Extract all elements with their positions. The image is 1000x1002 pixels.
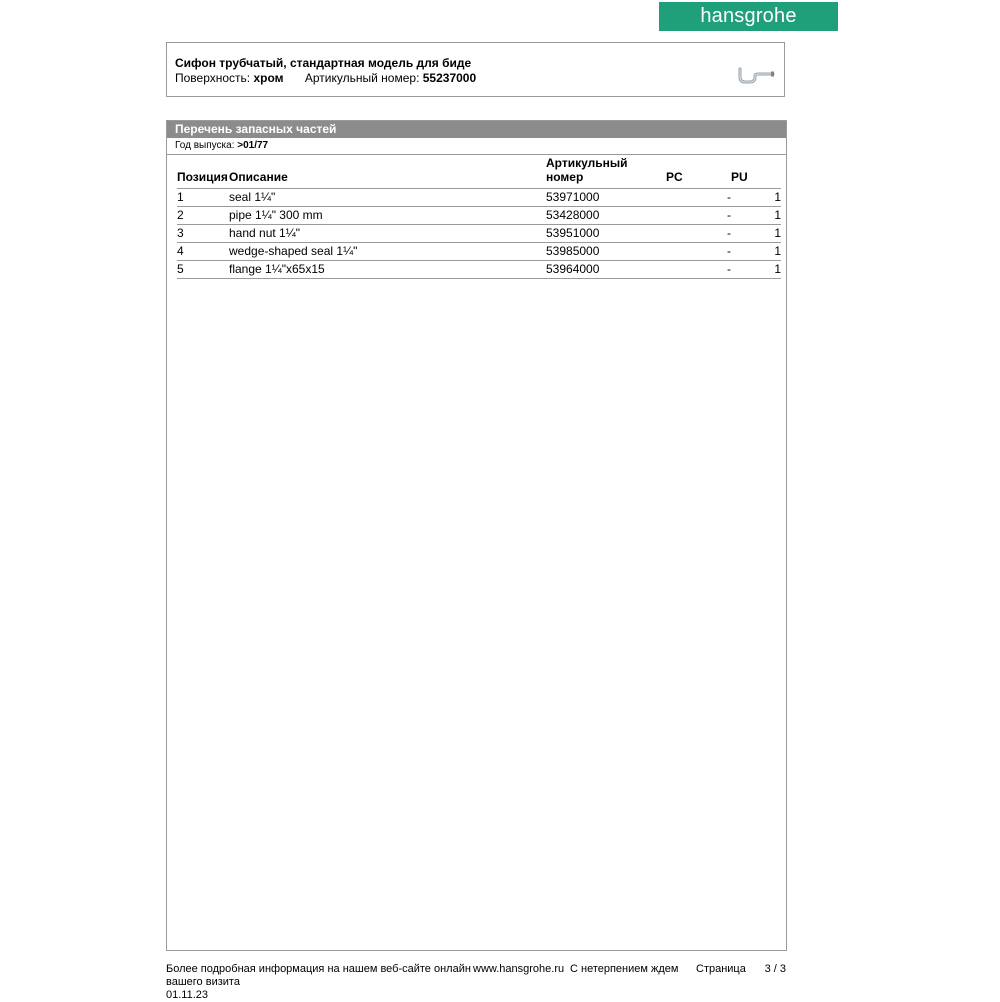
parts-table: [177, 156, 781, 279]
cell-description: seal 1¼": [229, 189, 546, 207]
footer-date: 01.11.23: [166, 989, 209, 1001]
cell-position: 3: [177, 225, 229, 243]
cell-pu: 1: [731, 189, 781, 207]
footer-wait: С нетерпением ждем: [570, 963, 679, 975]
col-pu: PU: [731, 156, 781, 189]
table-row: [177, 261, 781, 279]
col-article-line1: Артикульный: [546, 156, 628, 170]
cell-pc: -: [666, 243, 731, 261]
col-pc: PC: [666, 156, 731, 189]
surface-label: Поверхность:: [175, 71, 251, 85]
table-header-row: [177, 156, 781, 189]
page-footer: [166, 963, 786, 1002]
cell-pc: -: [666, 261, 731, 279]
article-value: 55237000: [422, 71, 477, 85]
cell-description: flange 1¼"x65x15: [229, 261, 546, 279]
cell-pu: 1: [731, 261, 781, 279]
col-article-line2: номер: [546, 170, 584, 184]
cell-description: hand nut 1¼": [229, 225, 546, 243]
footer-info: Более подробная информация на нашем веб-сайте онлайн: [166, 963, 471, 975]
table-row: [177, 189, 781, 207]
cell-article: 53964000: [546, 261, 666, 279]
table-row: [177, 207, 781, 225]
cell-position: 4: [177, 243, 229, 261]
page-label: Страница: [696, 963, 746, 975]
product-title: Сифон трубчатый, стандартная модель для биде: [175, 56, 472, 70]
cell-pu: 1: [731, 207, 781, 225]
table-row: [177, 225, 781, 243]
article-label: Артикульный номер:: [304, 71, 420, 85]
release-year: [167, 138, 786, 155]
cell-pc: -: [666, 207, 731, 225]
website-link[interactable]: www.hansgrohe.ru: [473, 963, 565, 975]
parts-header: Перечень запасных частей: [167, 121, 786, 138]
year-value: >01/77: [237, 140, 269, 151]
year-label: Год выпуска:: [175, 140, 235, 151]
cell-position: 5: [177, 261, 229, 279]
cell-article: 53971000: [546, 189, 666, 207]
cell-position: 2: [177, 207, 229, 225]
page-number: 3 / 3: [764, 963, 786, 975]
footer-wait-cont: вашего визита: [166, 976, 240, 988]
hansgrohe-logo: hansgrohe: [659, 2, 838, 31]
col-position: Позиция: [177, 156, 229, 189]
cell-article: 53951000: [546, 225, 666, 243]
cell-pc: -: [666, 189, 731, 207]
cell-position: 1: [177, 189, 229, 207]
col-article: [546, 156, 666, 189]
table-row: [177, 243, 781, 261]
cell-pc: -: [666, 225, 731, 243]
col-description: Описание: [229, 156, 546, 189]
cell-article: 53428000: [546, 207, 666, 225]
cell-description: wedge-shaped seal 1¼": [229, 243, 546, 261]
cell-article: 53985000: [546, 243, 666, 261]
product-header: [166, 42, 785, 97]
siphon-icon: [736, 63, 776, 85]
surface-value: хром: [253, 71, 284, 85]
product-details: [175, 71, 476, 85]
spare-parts-list: [166, 120, 787, 951]
cell-pu: 1: [731, 225, 781, 243]
cell-description: pipe 1¼" 300 mm: [229, 207, 546, 225]
cell-pu: 1: [731, 243, 781, 261]
